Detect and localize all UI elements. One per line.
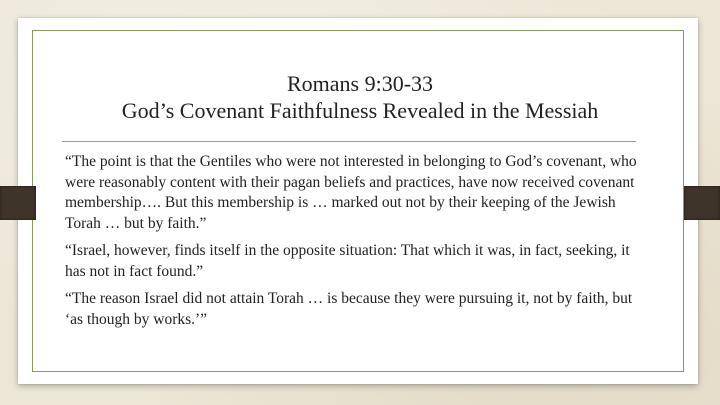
quote-paragraph-3: “The reason Israel did not attain Torah … is because they were pursuing it, not by faith, but ‘as though by works.’” <box>65 290 633 328</box>
slide-title-subtitle: God’s Covenant Faithfulness Revealed in the Messiah <box>121 98 599 123</box>
slide-body <box>65 152 650 337</box>
left-edge-tab <box>0 186 36 220</box>
quote-paragraph-2: “Israel, however, finds itself in the opposite situation: That which it was, in fact, seeking, it has not in fact found.” <box>65 242 630 280</box>
right-edge-tab <box>684 186 720 220</box>
title-divider <box>62 141 636 142</box>
slide-title-reference: Romans 9:30-33 <box>286 71 434 96</box>
quote-paragraph-1: “The point is that the Gentiles who were not interested in belonging to God’s covenant, who were reasonably content with their pagan beliefs and practices, have now received covenant membership…. But this membership is … marked out not by their keeping of the Jewish Torah … but by faith.” <box>65 153 637 232</box>
